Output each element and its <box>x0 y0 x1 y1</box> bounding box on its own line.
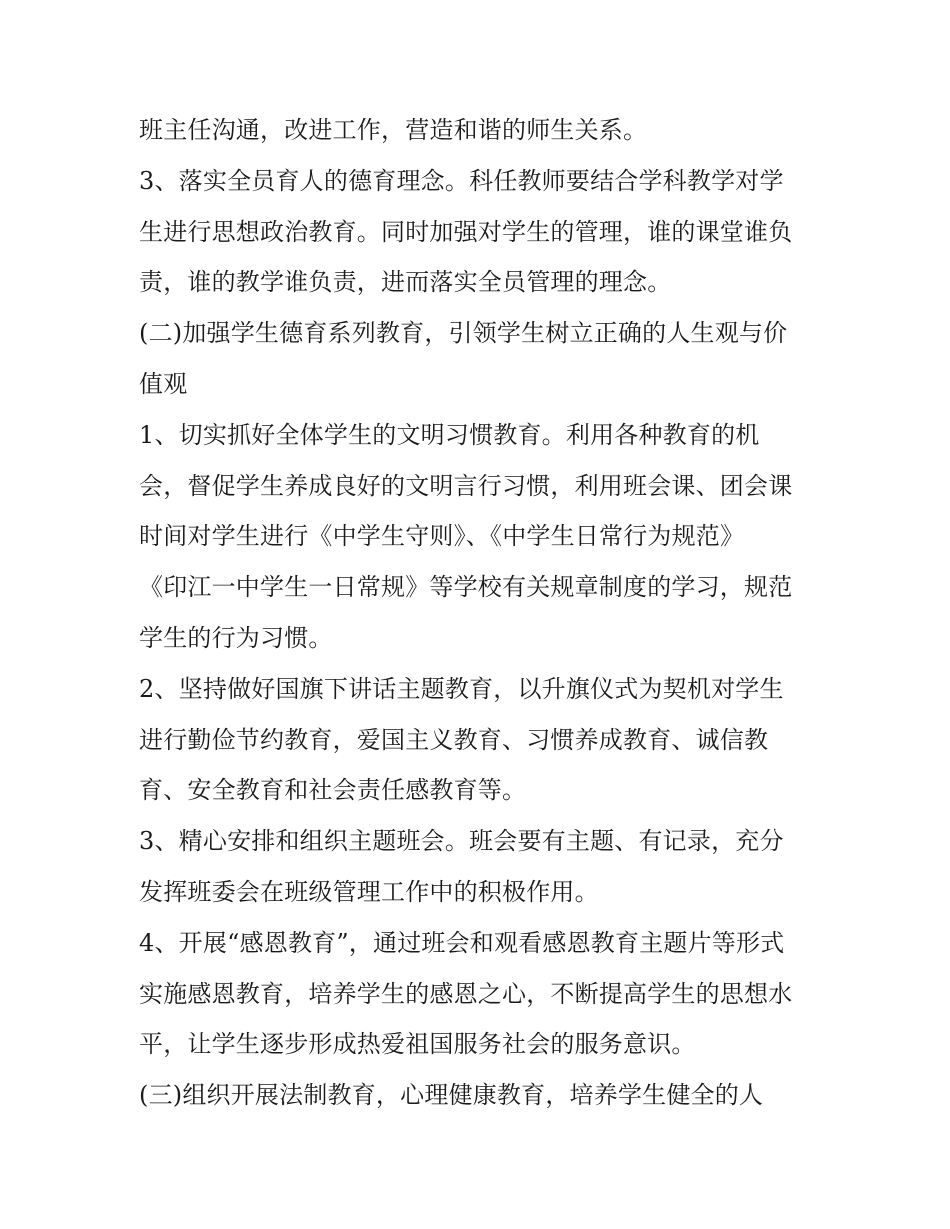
text-line: 3、落实全员育人的德育理念。科任教师要结合学科教学对学 <box>139 166 784 195</box>
text-line: 平，让学生逐步形成热爱祖国服务社会的服务意识。 <box>139 1030 696 1059</box>
text-line: 《印江一中学生一日常规》等学校有关规章制度的学习，规范 <box>139 573 793 602</box>
text-line: 责，谁的教学谁负责，进而落实全员管理的理念。 <box>139 268 672 297</box>
section-heading-line: (三)组织开展法制教育，心理健康教育，培养学生健全的人 <box>139 1081 764 1110</box>
text-line: 会，督促学生养成良好的文明言行习惯，利用班会课、团会课 <box>139 471 793 500</box>
section-heading-line: (二)加强学生德育系列教育，引领学生树立正确的人生观与价 <box>139 319 788 348</box>
text-line: 生进行思想政治教育。同时加强对学生的管理，谁的课堂谁负 <box>139 217 793 246</box>
text-line: 班主任沟通，改进工作，营造和谐的师生关系。 <box>139 116 648 144</box>
text-line: 2、坚持做好国旗下讲话主题教育，以升旗仪式为契机对学生 <box>139 674 784 703</box>
document-body <box>139 105 819 1121</box>
text-line: 进行勤俭节约教育，爱国主义教育、习惯养成教育、诚信教 <box>139 725 769 754</box>
section-heading-line: 值观 <box>139 369 188 398</box>
text-line: 学生的行为习惯。 <box>139 623 333 652</box>
text-line: 3、精心安排和组织主题班会。班会要有主题、有记录，充分 <box>139 827 784 856</box>
text-line: 4、开展“感恩教育”，通过班会和观看感恩教育主题片等形式 <box>139 928 785 957</box>
text-line: 1、切实抓好全体学生的文明习惯教育。利用各种教育的机 <box>139 420 760 449</box>
text-line: 发挥班委会在班级管理工作中的积极作用。 <box>139 877 599 906</box>
text-line: 实施感恩教育，培养学生的感恩之心，不断提高学生的思想水 <box>139 979 793 1008</box>
text-line: 时间对学生进行《中学生守则》、《中学生日常行为规范》 <box>139 522 745 551</box>
text-line: 育、安全教育和社会责任感教育等。 <box>139 776 527 805</box>
